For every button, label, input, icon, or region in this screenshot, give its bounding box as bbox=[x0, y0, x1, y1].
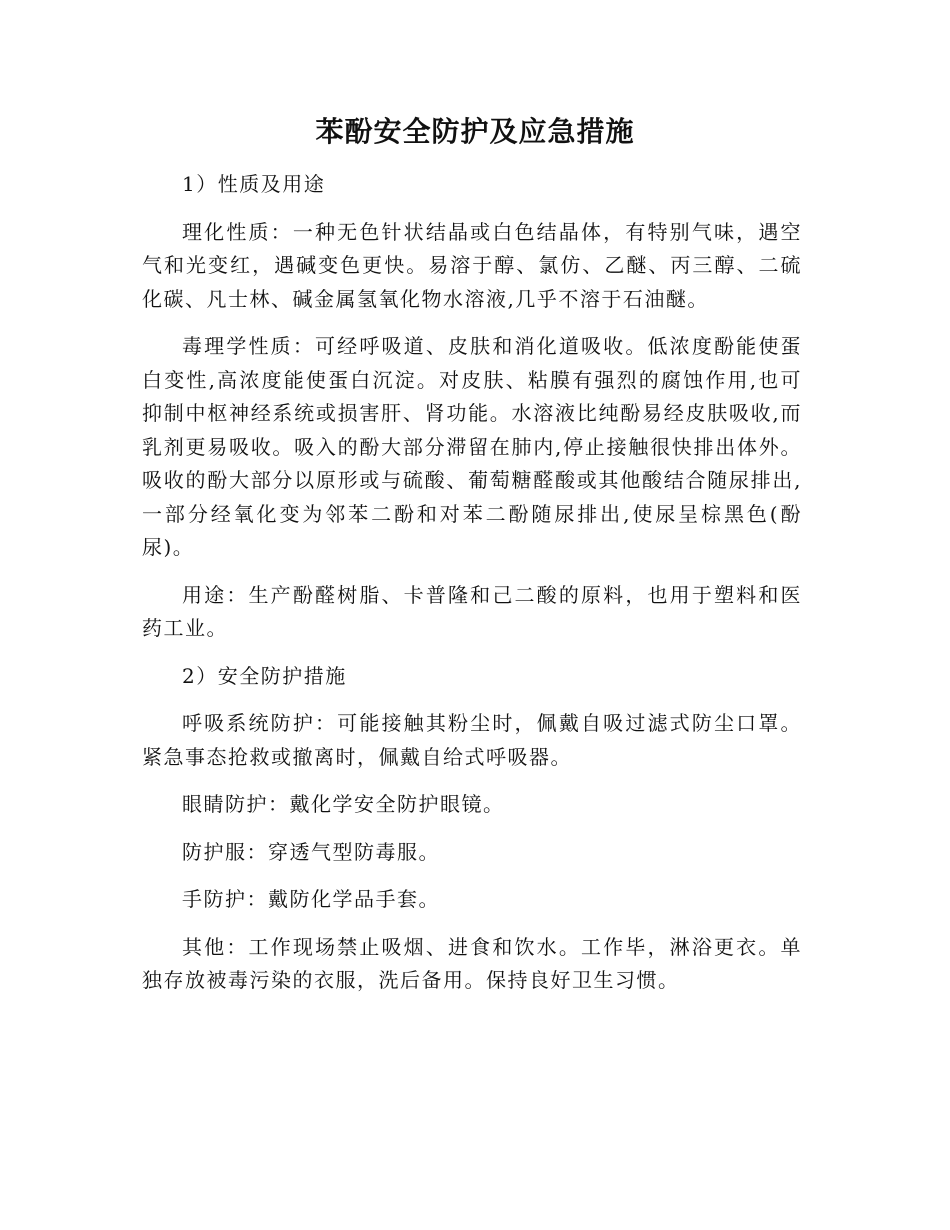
paragraph-hand-protection: 手防护：戴防化学品手套。 bbox=[182, 887, 440, 911]
paragraph-eye-protection: 眼睛防护：戴化学安全防护眼镜。 bbox=[182, 792, 505, 816]
paragraph-other: 其他：工作现场禁止吸烟、进食和饮水。工作毕，淋浴更衣。单独存放被毒污染的衣服，洗后备用。保持良好卫生习惯。 bbox=[142, 934, 802, 992]
paragraph-toxicology: 毒理学性质：可经呼吸道、皮肤和消化道吸收。低浓度酚能使蛋白变性,高浓度能使蛋白沉淀。对皮肤、粘膜有强烈的腐蚀作用,也可抑制中枢神经系统或损害肝、肾功能。水溶液比纯酚易经皮肤吸收,而乳剂更易吸收。吸入的酚大部分滞留在肺内,停止接触很快排出体外。吸收的酚大部分以原形或与硫酸、葡萄糖醛酸或其他酸结合随尿排出,一部分经氧化变为邻苯二酚和对苯二酚随尿排出,使尿呈棕黑色(酚尿)。 bbox=[142, 334, 802, 559]
paragraph-uses: 用途：生产酚醛树脂、卡普隆和己二酸的原料，也用于塑料和医药工业。 bbox=[142, 582, 802, 640]
document-title: 苯酚安全防护及应急措施 bbox=[315, 115, 635, 148]
section-heading-properties: 1）性质及用途 bbox=[182, 172, 326, 196]
document-body bbox=[142, 168, 802, 1012]
paragraph-protective-clothing: 防护服：穿透气型防毒服。 bbox=[182, 839, 440, 864]
section-heading-protection: 2）安全防护措施 bbox=[182, 663, 347, 688]
paragraph-physical-chemical-properties: 理化性质：一种无色针状结晶或白色结晶体，有特别气味，遇空气和光变红，遇碱变色更快。易溶于醇、氯仿、乙醚、丙三醇、二硫化碳、凡士林、碱金属氢氧化物水溶液,几乎不溶于石油醚。 bbox=[142, 219, 802, 311]
paragraph-respiratory-protection: 呼吸系统防护：可能接触其粉尘时，佩戴自吸过滤式防尘口罩。紧急事态抢救或撤离时，佩戴自给式呼吸器。 bbox=[142, 711, 802, 769]
